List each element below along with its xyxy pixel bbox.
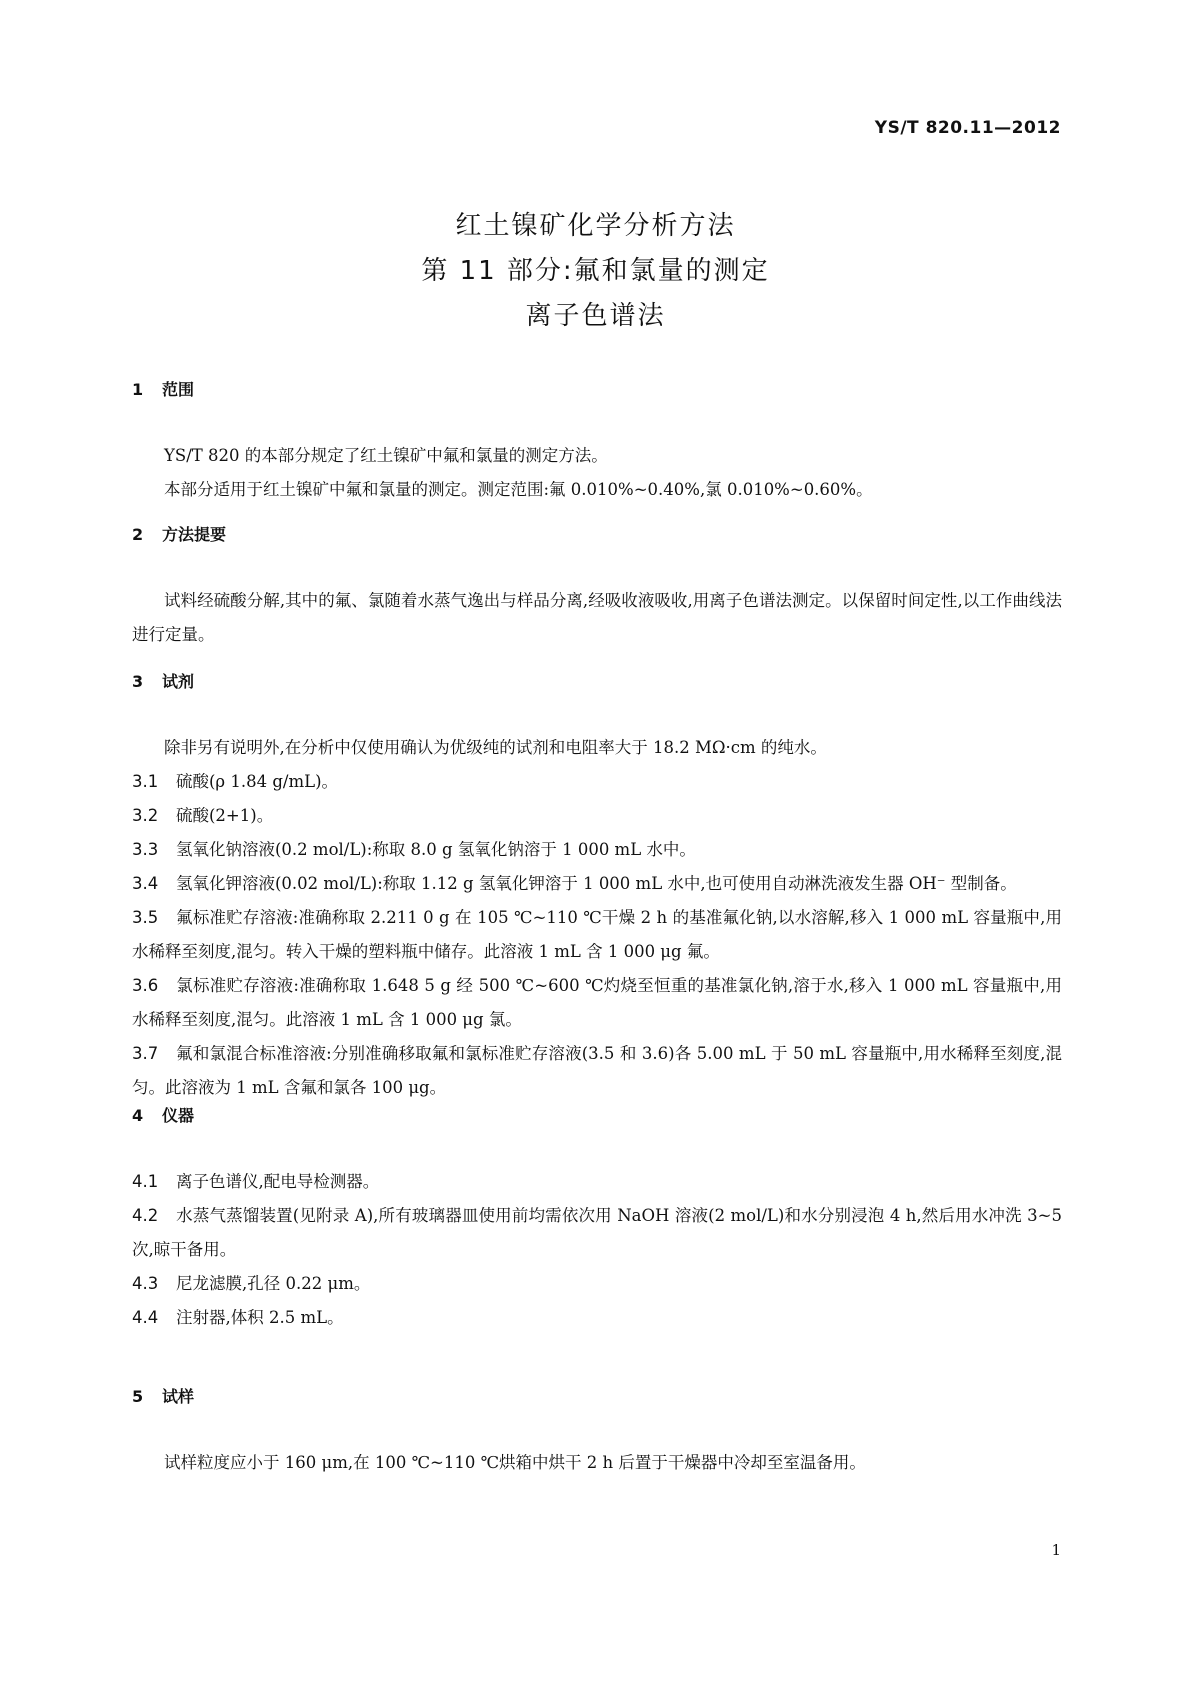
list-item xyxy=(132,867,1062,901)
paragraph: 除非另有说明外,在分析中仅使用确认为优级纯的试剂和电阻率大于 18.2 MΩ·cm 的纯水。 xyxy=(164,738,827,757)
item-text: 氯标准贮存溶液:准确称取 1.648 5 g 经 500 ℃~600 ℃灼烧至恒重的基准氯化钠,溶于水,移入 1 000 mL 容量瓶中,用水稀释至刻度,混匀。此溶液 1 mL 含 1 000 μg 氯。 xyxy=(132,976,1062,1029)
item-number: 3.6 xyxy=(132,976,159,995)
section-heading xyxy=(132,1385,1062,1409)
section-number: 5 xyxy=(132,1387,144,1406)
paragraph: YS/T 820 的本部分规定了红土镍矿中氟和氯量的测定方法。 xyxy=(164,446,608,465)
item-text: 氢氧化钾溶液(0.02 mol/L):称取 1.12 g 氢氧化钾溶于 1 000 mL 水中,也可使用自动淋洗液发生器 OH⁻ 型制备。 xyxy=(176,874,1017,893)
list-item xyxy=(132,1165,1062,1199)
list-item xyxy=(132,765,1062,799)
list-item xyxy=(132,833,1062,867)
section-heading xyxy=(132,1104,1062,1128)
item-number: 3.2 xyxy=(132,806,159,825)
list-item xyxy=(132,1301,1062,1335)
section-heading xyxy=(132,378,1062,402)
item-text: 水蒸气蒸馏装置(见附录 A),所有玻璃器皿使用前均需依次用 NaOH 溶液(2 mol/L)和水分别浸泡 4 h,然后用水冲洗 3~5 次,晾干备用。 xyxy=(132,1206,1062,1259)
item-text: 注射器,体积 2.5 mL。 xyxy=(176,1308,344,1327)
standard-code: YS/T 820.11—2012 xyxy=(874,118,1061,138)
list-item xyxy=(132,1037,1062,1105)
title-line-2: 第 11 部分:氟和氯量的测定 xyxy=(421,256,770,286)
paragraph: 试料经硫酸分解,其中的氟、氯随着水蒸气逸出与样品分离,经吸收液吸收,用离子色谱法测定。以保留时间定性,以工作曲线法进行定量。 xyxy=(132,591,1062,644)
section-apparatus xyxy=(132,1104,1062,1335)
item-text: 硫酸(ρ 1.84 g/mL)。 xyxy=(176,772,339,791)
title-line-1: 红土镍矿化学分析方法 xyxy=(455,211,736,241)
section-number: 3 xyxy=(132,672,144,691)
item-number: 3.3 xyxy=(132,840,159,859)
list-item xyxy=(132,799,1062,833)
section-title: 试样 xyxy=(162,1387,195,1406)
section-number: 1 xyxy=(132,380,144,399)
title-line-3: 离子色谱法 xyxy=(525,301,666,331)
item-number: 3.5 xyxy=(132,908,159,927)
item-number: 4.3 xyxy=(132,1274,159,1293)
item-text: 氟标准贮存溶液:准确称取 2.211 0 g 在 105 ℃~110 ℃干燥 2 h 的基准氟化钠,以水溶解,移入 1 000 mL 容量瓶中,用水稀释至刻度,混匀。转入干燥的塑料瓶中储存。此溶液 1 mL 含 1 000 μg 氟。 xyxy=(132,908,1062,961)
item-text: 氟和氯混合标准溶液:分别准确移取氟和氯标准贮存溶液(3.5 和 3.6)各 5.00 mL 于 50 mL 容量瓶中,用水稀释至刻度,混匀。此溶液为 1 mL 含氟和氯各 100 μg。 xyxy=(132,1044,1062,1097)
page-number: 1 xyxy=(1051,1541,1061,1559)
item-number: 3.7 xyxy=(132,1044,159,1063)
list-item xyxy=(132,1267,1062,1301)
item-text: 离子色谱仪,配电导检测器。 xyxy=(176,1172,380,1191)
item-number: 4.2 xyxy=(132,1206,159,1225)
section-sample xyxy=(132,1385,1062,1480)
section-method-summary xyxy=(132,523,1062,652)
item-text: 硫酸(2+1)。 xyxy=(176,806,274,825)
paragraph: 试样粒度应小于 160 μm,在 100 ℃~110 ℃烘箱中烘干 2 h 后置于干燥器中冷却至室温备用。 xyxy=(164,1453,866,1472)
section-reagents xyxy=(132,670,1062,1105)
item-text: 尼龙滤膜,孔径 0.22 μm。 xyxy=(176,1274,371,1293)
section-title: 仪器 xyxy=(162,1106,195,1125)
list-item xyxy=(132,1199,1062,1267)
document-title xyxy=(0,204,1191,339)
list-item xyxy=(132,969,1062,1037)
item-number: 4.1 xyxy=(132,1172,159,1191)
section-scope xyxy=(132,378,1062,507)
section-heading xyxy=(132,523,1062,547)
item-text: 氢氧化钠溶液(0.2 mol/L):称取 8.0 g 氢氧化钠溶于 1 000 mL 水中。 xyxy=(176,840,696,859)
section-title: 方法提要 xyxy=(162,525,227,544)
section-number: 2 xyxy=(132,525,144,544)
item-number: 4.4 xyxy=(132,1308,159,1327)
item-number: 3.1 xyxy=(132,772,159,791)
section-heading xyxy=(132,670,1062,694)
list-item xyxy=(132,901,1062,969)
paragraph: 本部分适用于红土镍矿中氟和氯量的测定。测定范围:氟 0.010%~0.40%,氯 0.010%~0.60%。 xyxy=(164,480,873,499)
item-number: 3.4 xyxy=(132,874,159,893)
section-number: 4 xyxy=(132,1106,144,1125)
section-title: 范围 xyxy=(162,380,195,399)
section-title: 试剂 xyxy=(162,672,195,691)
